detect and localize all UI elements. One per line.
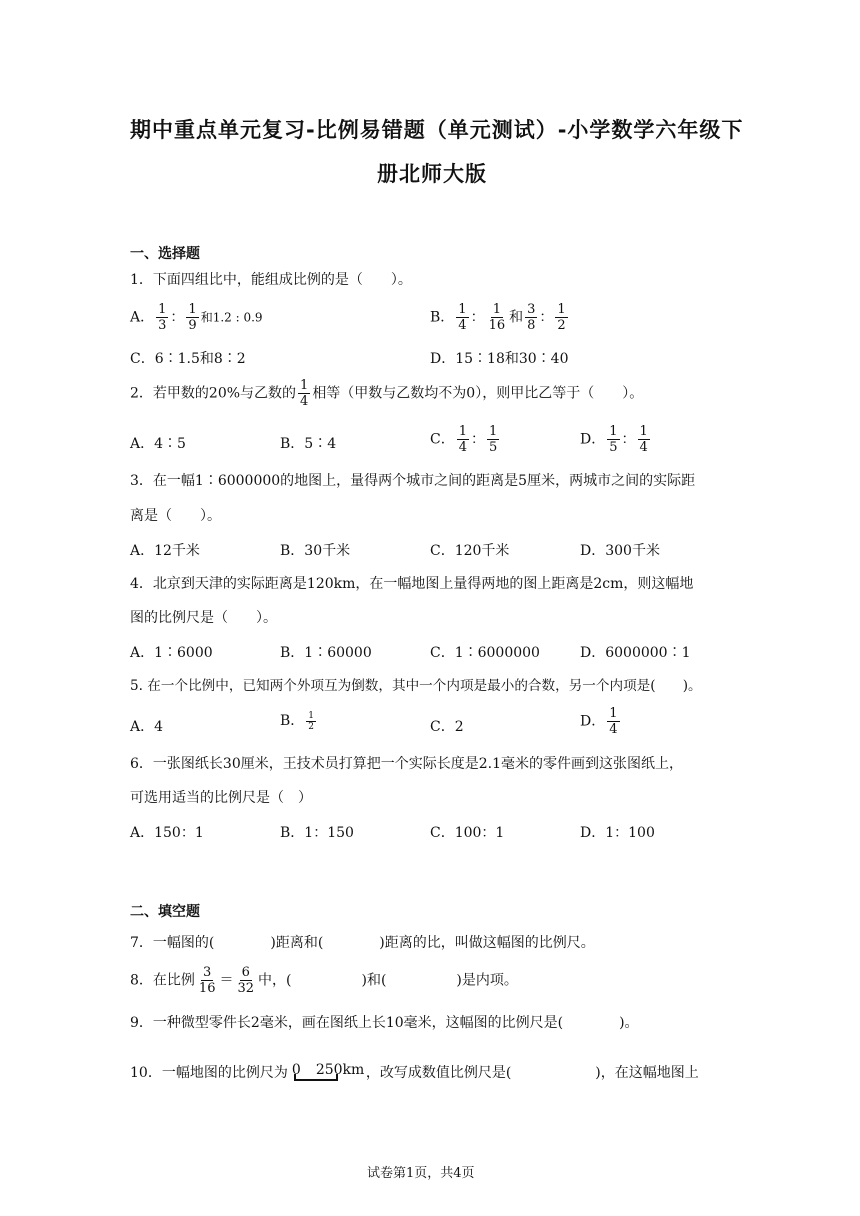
fraction: $\frac{1}{9}$: [188, 302, 197, 333]
q2-option-a: A．4∶5: [130, 436, 186, 452]
q6-option-d: D．1：100: [580, 825, 655, 841]
fraction: $\frac{1}{4}$: [458, 424, 467, 455]
page-footer: 试卷第1页，共4页: [367, 1166, 475, 1181]
question-4-line2: 图的比例尺是（ ）。: [130, 610, 277, 626]
q1-option-d: D．15∶18和30∶40: [430, 351, 569, 367]
q3-option-d: D．300千米: [580, 543, 660, 559]
section-heading-choice: 一、选择题: [130, 246, 200, 262]
q1-option-b: B． $\frac{1}{4}$ ： $\frac{1}{16}$ 和 $\frac{3}{8}$ ： $\frac{1}{2}$: [430, 302, 566, 333]
fraction: $\frac{1}{3}$: [158, 302, 167, 333]
question-8: 8．在比例 $\frac{3}{16}$ ＝ $\frac{6}{32}$ 中，( )和( )是内项。: [130, 965, 518, 996]
fraction: $\frac{1}{5}$: [609, 424, 618, 455]
question-7: 7．一幅图的( )距离和( )距离的比，叫做这幅图的比例尺。: [130, 935, 595, 951]
q6-option-a: A．150：1: [130, 825, 204, 841]
fraction: $\frac{1}{4}$: [458, 302, 467, 333]
q2-option-c: C． $\frac{1}{4}$ ： $\frac{1}{5}$: [430, 424, 498, 455]
q4-option-b: B．1∶60000: [280, 645, 372, 661]
question-3-line2: 离是（ ）。: [130, 508, 221, 524]
fraction: $\frac{1}{4}$: [300, 378, 309, 409]
q2-option-b: B．5∶4: [280, 436, 337, 452]
fraction: $\frac{3}{16}$: [198, 965, 216, 996]
q4-option-a: A．1∶6000: [130, 645, 213, 661]
fraction: $\frac{1}{16}$: [488, 302, 506, 333]
question-6-line2: 可选用适当的比例尺是（ ）: [130, 790, 312, 806]
q3-option-b: B．30千米: [280, 543, 351, 559]
question-9: 9．一种微型零件长2毫米，画在图纸上长10毫米，这幅图的比例尺是( )。: [130, 1015, 639, 1031]
q6-option-c: C．100：1: [430, 825, 505, 841]
question-3-line1: 3．在一幅1∶6000000的地图上，量得两个城市之间的距离是5厘米，两城市之间的实际距: [130, 473, 696, 489]
q4-option-c: C．1∶6000000: [430, 645, 540, 661]
q5-option-d: D． $\frac{1}{4}$: [580, 706, 618, 737]
q5-option-b: B． $\frac{1}{2}$: [280, 710, 315, 732]
q1-option-a: A． $\frac{1}{3}$ ： $\frac{1}{9}$ 和1.2 : 0.9: [130, 302, 263, 333]
fraction: $\frac{3}{8}$: [527, 302, 536, 333]
fraction: $\frac{6}{32}$: [237, 965, 255, 996]
q6-option-b: B．1：150: [280, 825, 354, 841]
fraction: $\frac{1}{4}$: [639, 424, 648, 455]
q5-option-a: A．4: [130, 719, 164, 735]
fraction: $\frac{1}{2}$: [557, 302, 566, 333]
page-title-line2: 册北师大版: [377, 162, 487, 186]
question-10: 10．一幅地图的比例尺为 0 250km ，改写成数值比例尺是( )，在这幅地图上: [130, 1060, 699, 1086]
question-2: 2．若甲数的20%与乙数的 $\frac{1}{4}$ 相等（甲数与乙数均不为0），则甲比乙等于（ ）。: [130, 378, 644, 409]
q4-option-d: D．6000000∶1: [580, 645, 691, 661]
question-1: 1．下面四组比中，能组成比例的是（ ）。: [130, 272, 412, 288]
q1-option-c: C．6∶1.5和8∶2: [130, 351, 246, 367]
section-heading-fill: 二、填空题: [130, 904, 200, 920]
question-5: 5. 在一个比例中，已知两个外项互为倒数，其中一个内项是最小的合数，另一个内项是( )。: [130, 678, 702, 694]
fraction: $\frac{1}{5}$: [489, 424, 498, 455]
question-6-line1: 6．一张图纸长30厘米，王技术员打算把一个实际长度是2.1毫米的零件画到这张图纸上，: [130, 756, 683, 772]
scale-bar: 0 250km: [292, 1060, 362, 1086]
q3-option-c: C．120千米: [430, 543, 510, 559]
q3-option-a: A．12千米: [130, 543, 200, 559]
page-title: 期中重点单元复习-比例易错题（单元测试）-小学数学六年级下: [130, 118, 744, 142]
fraction: $\frac{1}{4}$: [609, 706, 618, 737]
question-4-line1: 4．北京到天津的实际距离是120km，在一幅地图上量得两地的图上距离是2cm，则这幅地: [130, 576, 694, 592]
q2-option-d: D． $\frac{1}{5}$ ： $\frac{1}{4}$: [580, 424, 648, 455]
fraction: $\frac{1}{2}$: [308, 710, 315, 732]
q5-option-c: C．2: [430, 719, 464, 735]
